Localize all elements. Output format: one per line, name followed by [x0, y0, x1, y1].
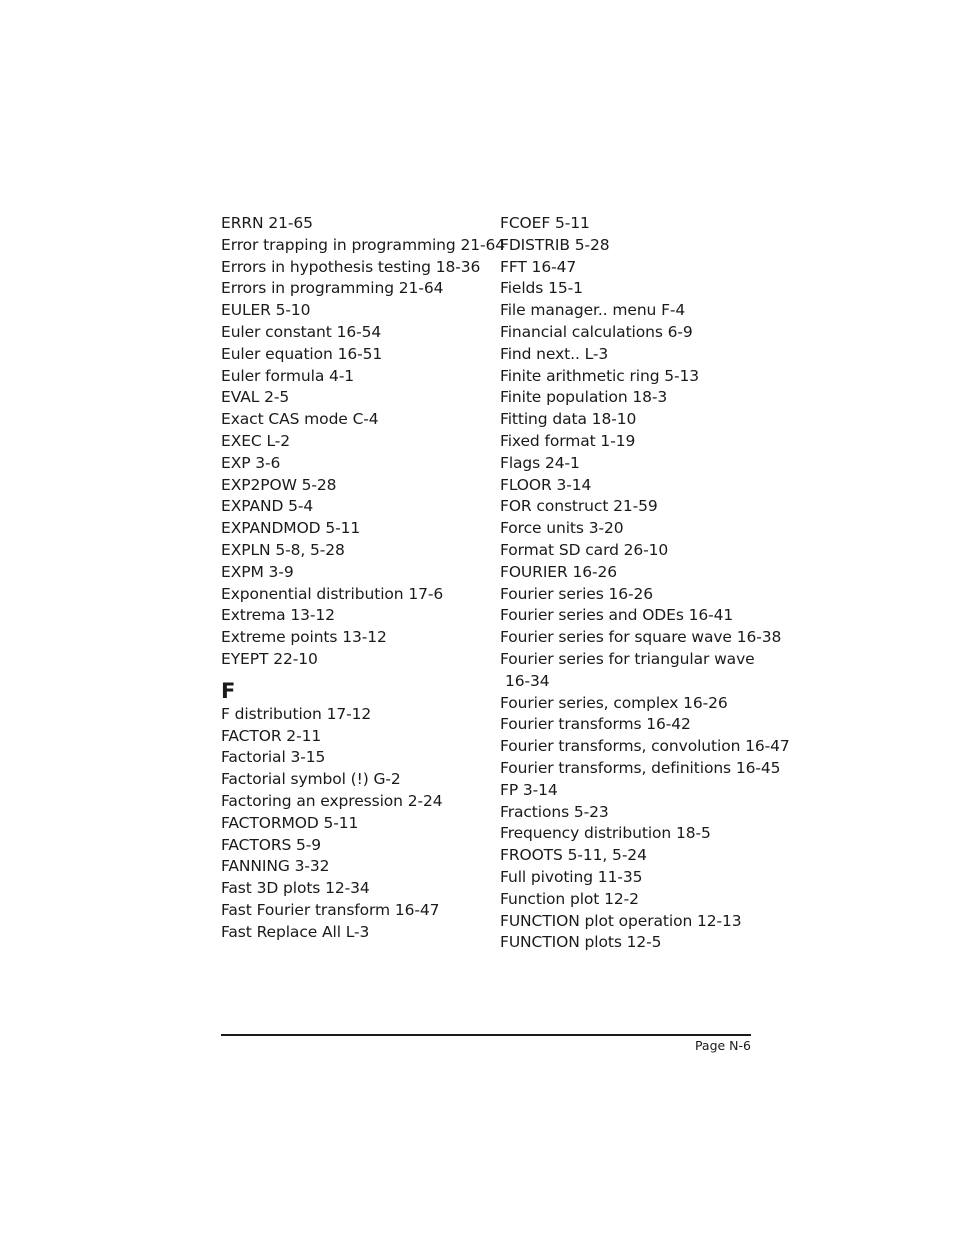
index-entry: FCOEF 5-11 [500, 214, 590, 232]
index-entry: Fractions 5-23 [500, 802, 609, 821]
footer-rule [221, 1034, 751, 1036]
index-entry: EXPANDMOD 5-11 [221, 519, 361, 538]
index-entry: Format SD card 26-10 [500, 540, 669, 559]
index-entry: Fields 15-1 [500, 279, 583, 298]
index-entry: Euler constant 16-54 [221, 322, 382, 341]
index-entry: EXEC L-2 [221, 431, 290, 450]
index-entry: Error trapping in programming 21-64 [221, 235, 505, 254]
index-entry: Function plot 12-2 [500, 889, 639, 908]
index-entry: Errors in hypothesis testing 18-36 [221, 257, 481, 276]
index-entry: Fourier series 16-26 [500, 584, 654, 603]
index-entry: Euler formula 4-1 [221, 366, 355, 385]
index-entry: Fourier transforms, definitions 16-45 [500, 758, 781, 777]
index-entry: EVAL 2-5 [221, 388, 290, 407]
index-entry: Factoring an expression 2-24 [221, 791, 443, 810]
index-entry: FFT 16-47 [500, 257, 577, 276]
index-group-right-lower [500, 693, 790, 955]
index-entry: Fourier series and ODEs 16-41 [500, 606, 734, 625]
index-entry: Fast Fourier transform 16-47 [221, 900, 440, 919]
index-entry: File manager.. menu F-4 [500, 301, 686, 320]
index-entry: EULER 5-10 [221, 301, 311, 320]
index-entry: FACTORS 5-9 [221, 835, 322, 854]
index-entry: Fourier series for square wave 16-38 [500, 628, 782, 647]
index-entry: Flags 24-1 [500, 453, 580, 472]
index-entry: FUNCTION plot operation 12-13 [500, 911, 742, 930]
index-entry: Euler equation 16-51 [221, 344, 383, 363]
index-group-f [221, 704, 491, 944]
index-entry: Factorial symbol (!) G-2 [221, 770, 401, 789]
index-entry: Financial calculations 6-9 [500, 322, 693, 341]
index-entry: EXPAND 5-4 [221, 497, 314, 516]
index-entry: Exponential distribution 17-6 [221, 584, 444, 603]
index-entry: Fourier transforms, convolution 16-47 [500, 737, 790, 756]
index-entry: Factorial 3-15 [221, 748, 326, 767]
index-entry: F distribution 17-12 [221, 704, 372, 723]
index-entry: FDISTRIB 5-28 [500, 235, 610, 254]
page-number: Page N-6 [694, 1038, 751, 1053]
index-entry: Frequency distribution 18-5 [500, 824, 711, 843]
index-entry: Finite population 18-3 [500, 388, 668, 407]
index-entry: Fourier transforms 16-42 [500, 715, 691, 734]
index-entry: Fourier series for triangular wave [500, 649, 755, 668]
index-entry: Extrema 13-12 [221, 606, 335, 625]
index-entry: FROOTS 5-11, 5-24 [500, 846, 647, 865]
index-entry: FLOOR 3-14 [500, 475, 592, 494]
index-entry: Finite arithmetic ring 5-13 [500, 366, 700, 385]
section-heading-f: F [221, 678, 236, 703]
index-entry: Errors in programming 21-64 [221, 279, 444, 298]
index-column-right [500, 213, 790, 954]
index-entry: Find next.. L-3 [500, 344, 609, 363]
index-entry: Fourier series, complex 16-26 [500, 693, 728, 712]
index-entry: Exact CAS mode C-4 [221, 410, 379, 429]
index-entry: Fast 3D plots 12-34 [221, 879, 370, 898]
index-entry: Fixed format 1-19 [500, 431, 636, 450]
index-entry-continuation: 16-34 [505, 671, 550, 690]
index-group-e [221, 213, 505, 671]
index-entry: Fitting data 18-10 [500, 410, 637, 429]
index-entry: FOR construct 21-59 [500, 497, 658, 516]
index-entry: Fast Replace All L-3 [221, 922, 370, 941]
index-entry: Force units 3-20 [500, 519, 624, 538]
index-entry: FACTORMOD 5-11 [221, 813, 359, 832]
index-entry: EXPM 3-9 [221, 562, 294, 581]
index-entry: Extreme points 13-12 [221, 628, 387, 647]
index-entry: EXP2POW 5-28 [221, 475, 337, 494]
index-entry: Full pivoting 11-35 [500, 867, 643, 886]
index-entry: EXPLN 5-8, 5-28 [221, 540, 345, 559]
index-group-right-upper [500, 213, 782, 671]
index-entry: FANNING 3-32 [221, 857, 330, 876]
index-entry: EXP 3-6 [221, 453, 281, 472]
index-column-left [221, 213, 505, 944]
index-entry: EYEPT 22-10 [221, 649, 318, 668]
index-entry: FUNCTION plots 12-5 [500, 933, 662, 952]
index-entry: FOURIER 16-26 [500, 562, 618, 581]
index-entry: FP 3-14 [500, 780, 558, 799]
index-entry: FACTOR 2-11 [221, 726, 322, 745]
index-entry: ERRN 21-65 [221, 214, 313, 232]
